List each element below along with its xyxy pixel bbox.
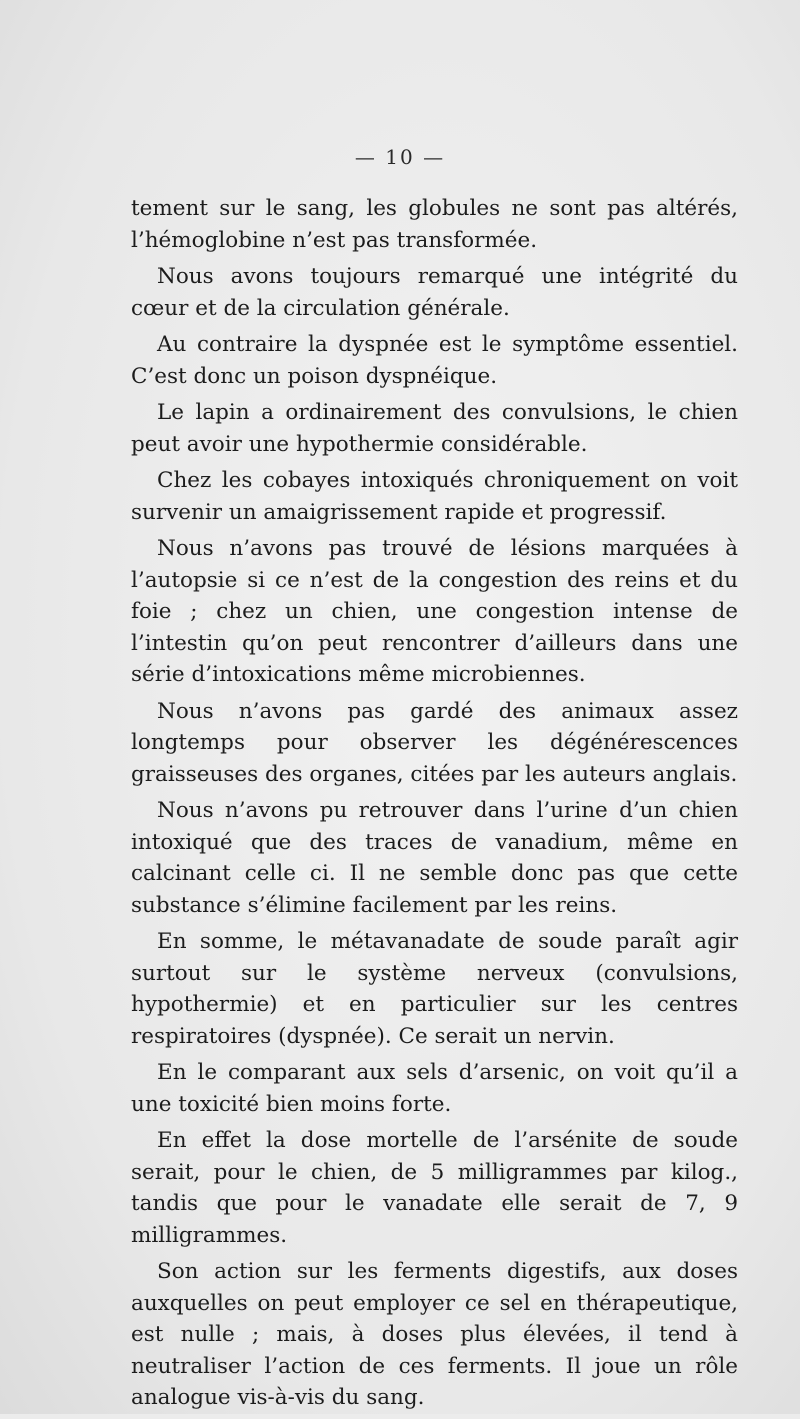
paragraph-4: Le lapin a ordinairement des convulsions, le chien peut avoir une hypothermie considérable. <box>131 400 738 457</box>
paragraph-11: En effet la dose mortelle de l’arsénite de soude serait, pour le chien, de 5 milligrammes par kilog., tandis que pour le vanadate elle serait de 7, 9 milligrammes. <box>131 1128 738 1248</box>
paragraph-12: Son action sur les ferments digestifs, aux doses auxquelles on peut employer ce sel en thérapeutique, est nulle ; mais, à doses plus élevées, il tend à neutraliser l’action de ces ferments. Il joue un rôle analogue vis-à-vis du sang. <box>131 1259 738 1410</box>
paragraph-5: Chez les cobayes intoxiqués chroniquement on voit survenir un amaigrissement rapide et progressif. <box>131 468 738 525</box>
paragraph-1: tement sur le sang, les globules ne sont pas altérés, l’hémoglobine n’est pas transformée. <box>131 196 738 253</box>
paragraph-8: Nous n’avons pu retrouver dans l’urine d’un chien intoxiqué que des traces de vanadium, même en calcinant celle ci. Il ne semble donc pas que cette substance s’élimine facilement par les reins. <box>131 798 738 918</box>
paragraph-2: Nous avons toujours remarqué une intégrité du cœur et de la circulation générale. <box>131 264 738 321</box>
paragraph-6: Nous n’avons pas trouvé de lésions marquées à l’autopsie si ce n’est de la congestion des reins et du foie ; chez un chien, une congestion intense de l’intestin qu’on peut rencontrer d’ailleurs dans une série d’intoxications même microbiennes. <box>131 536 738 687</box>
paragraph-9: En somme, le métavanadate de soude paraît agir surtout sur le système nerveux (convulsions, hypothermie) et en particulier sur les centres respiratoires (dyspnée). Ce serait un nervin. <box>131 929 738 1049</box>
body-text <box>131 193 738 1419</box>
paragraph-7: Nous n’avons pas gardé des animaux assez longtemps pour observer les dégénérescences graisseuses des organes, citées par les auteurs anglais. <box>131 698 738 787</box>
paragraph-10: En le comparant aux sels d’arsenic, on voit qu’il a une toxicité bien moins forte. <box>131 1060 738 1117</box>
paragraph-3: Au contraire la dyspnée est le symptôme essentiel. C’est donc un poison dyspnéique. <box>131 332 738 389</box>
page-number: — 10 — <box>354 145 446 169</box>
